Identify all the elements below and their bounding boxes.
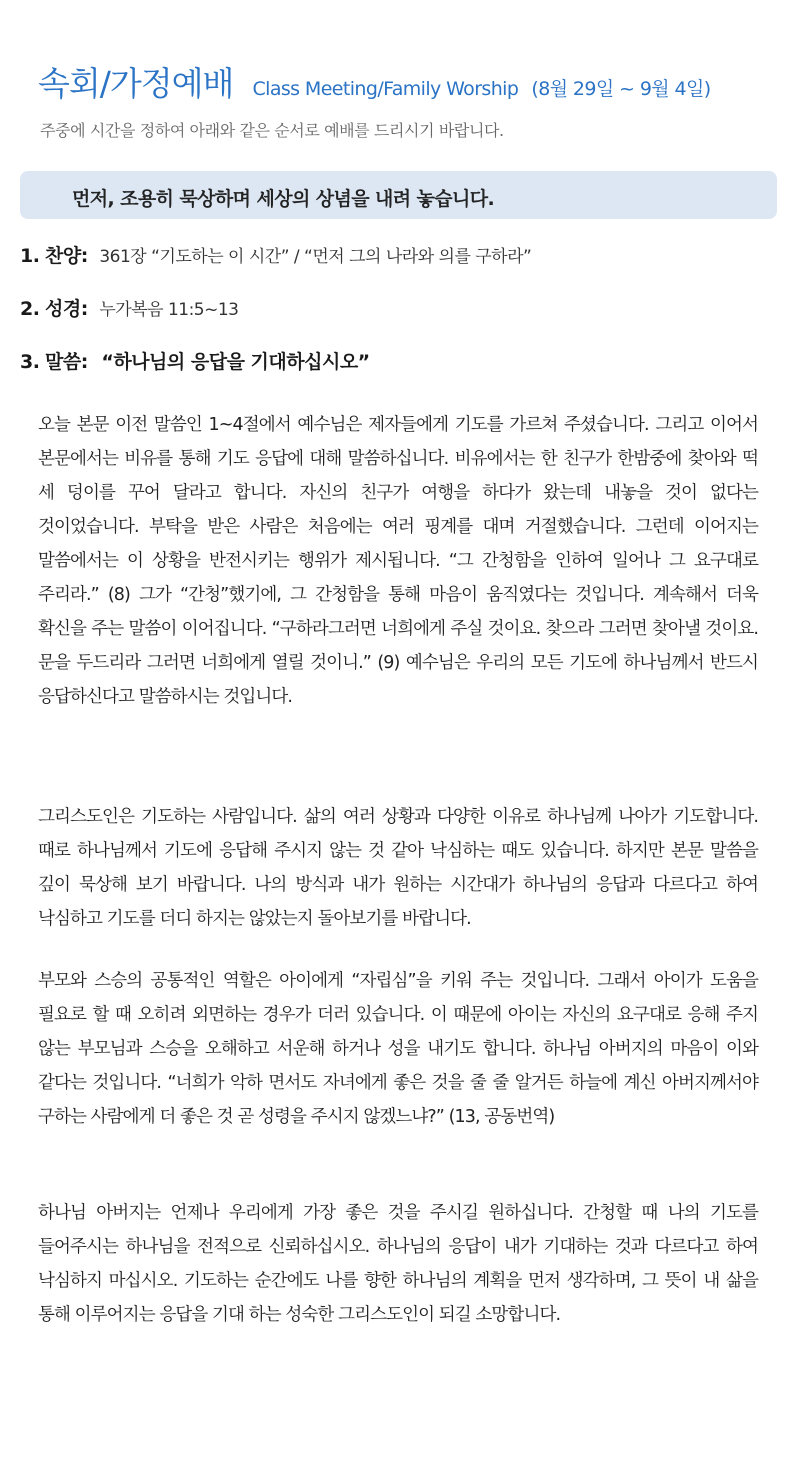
order-item-label: 말씀: — [45, 351, 88, 373]
order-item-hymn — [20, 241, 531, 268]
order-item-number: 2. — [20, 298, 40, 320]
order-item-number: 3. — [20, 351, 40, 373]
order-item-value: 누가복음 11:5~13 — [99, 300, 239, 320]
page-header — [38, 58, 780, 105]
date-range: (8월 29일 ~ 9월 4일) — [531, 78, 711, 100]
order-item-sermon — [20, 347, 370, 374]
sermon-title: “하나님의 응답을 기대하십시오” — [101, 351, 370, 373]
order-item-value: 361장 “기도하는 이 시간” / “먼저 그의 나라와 의를 구하라” — [99, 247, 532, 267]
order-item-number: 1. — [20, 245, 40, 267]
meditation-banner — [20, 171, 777, 219]
order-item-label: 찬양: — [45, 245, 88, 267]
order-item-label: 성경: — [45, 298, 88, 320]
order-item-scripture — [20, 294, 239, 321]
sermon-paragraph: 부모와 스승의 공통적인 역할은 아이에게 “자립심”을 키워 주는 것입니다. 그래서 아이가 도움을 필요로 할 때 오히려 외면하는 경우가 더러 있습니다. 이 때문에 아이는 자신의 요구대로 응해 주지 않는 부모님과 스승을 오해하고 서운해 하거나 성을 내기도 합니다. 하나님 아버지의 마음이 이와 같다는 것입니다. “너희가 악하 면서도 자녀에게 좋은 것을 줄 줄 알거든 하늘에 계신 아버지께서야 구하는 사람에게 더 좋은 것 곧 성령을 주시지 않겠느냐?” (13, 공동번역) — [38, 971, 758, 1127]
sermon-paragraph: 하나님 아버지는 언제나 우리에게 가장 좋은 것을 주시길 원하십니다. 간청할 때 나의 기도를 들어주시는 하나님을 전적으로 신뢰하십시오. 하나님의 응답이 내가 기대하는 것과 다르다고 하여 낙심하지 마십시오. 기도하는 순간에도 나를 향한 하나님의 계획을 먼저 생각하며, 그 뜻이 내 삶을 통해 이루어지는 응답을 기대 하는 성숙한 그리스도인이 되길 소망합니다. — [38, 1203, 758, 1325]
sermon-paragraph: 오늘 본문 이전 말씀인 1~4절에서 예수님은 제자들에게 기도를 가르쳐 주셨습니다. 그리고 이어서 본문에서는 비유를 통해 기도 응답에 대해 말씀하십니다. 비유에서는 한 친구가 한밤중에 찾아와 떡 세 덩이를 꾸어 달라고 합니다. 자신의 친구가 여행을 하다가 왔는데 내놓을 것이 없다는 것이었습니다. 부탁을 받은 사람은 처음에는 여러 핑계를 대며 거절했습니다. 그런데 이어지는 말씀에서는 이 상황을 반전시키는 행위가 제시됩니다. “그 간청함을 인하여 일어나 그 요구대로 주리라.” (8) 그가 “간청”했기에, 그 간청함을 통해 마음이 움직였다는 것입니다. 계속해서 더욱 확신을 주는 말씀이 이어집니다. “구하라그러면 너희에게 주실 것이요. 찾으라 그러면 찾아낼 것이요. 문을 두드리라 그러면 너희에게 열릴 것이니.” (9) 예수님은 우리의 모든 기도에 하나님께서 반드시 응답하신다고 말씀하시는 것입니다. — [38, 415, 758, 707]
page-subtitle: 주중에 시간을 정하여 아래와 같은 순서로 예배를 드리시기 바랍니다. — [40, 121, 504, 140]
banner-text: 먼저, 조용히 묵상하며 세상의 상념을 내려 놓습니다. — [72, 188, 495, 210]
page-title-english: Class Meeting/Family Worship — [252, 78, 519, 100]
page-title: 속회/가정예배 — [38, 64, 234, 103]
sermon-paragraph: 그리스도인은 기도하는 사람입니다. 삶의 여러 상황과 다양한 이유로 하나님께 나아가 기도합니다. 때로 하나님께서 기도에 응답해 주시지 않는 것 같아 낙심하는 때도 있습니다. 하지만 본문 말씀을 깊이 묵상해 보기 바랍니다. 나의 방식과 내가 원하는 시간대가 하나님의 응답과 다르다고 하여 낙심하고 기도를 더디 하지는 않았는지 돌아보기를 바랍니다. — [38, 807, 758, 929]
